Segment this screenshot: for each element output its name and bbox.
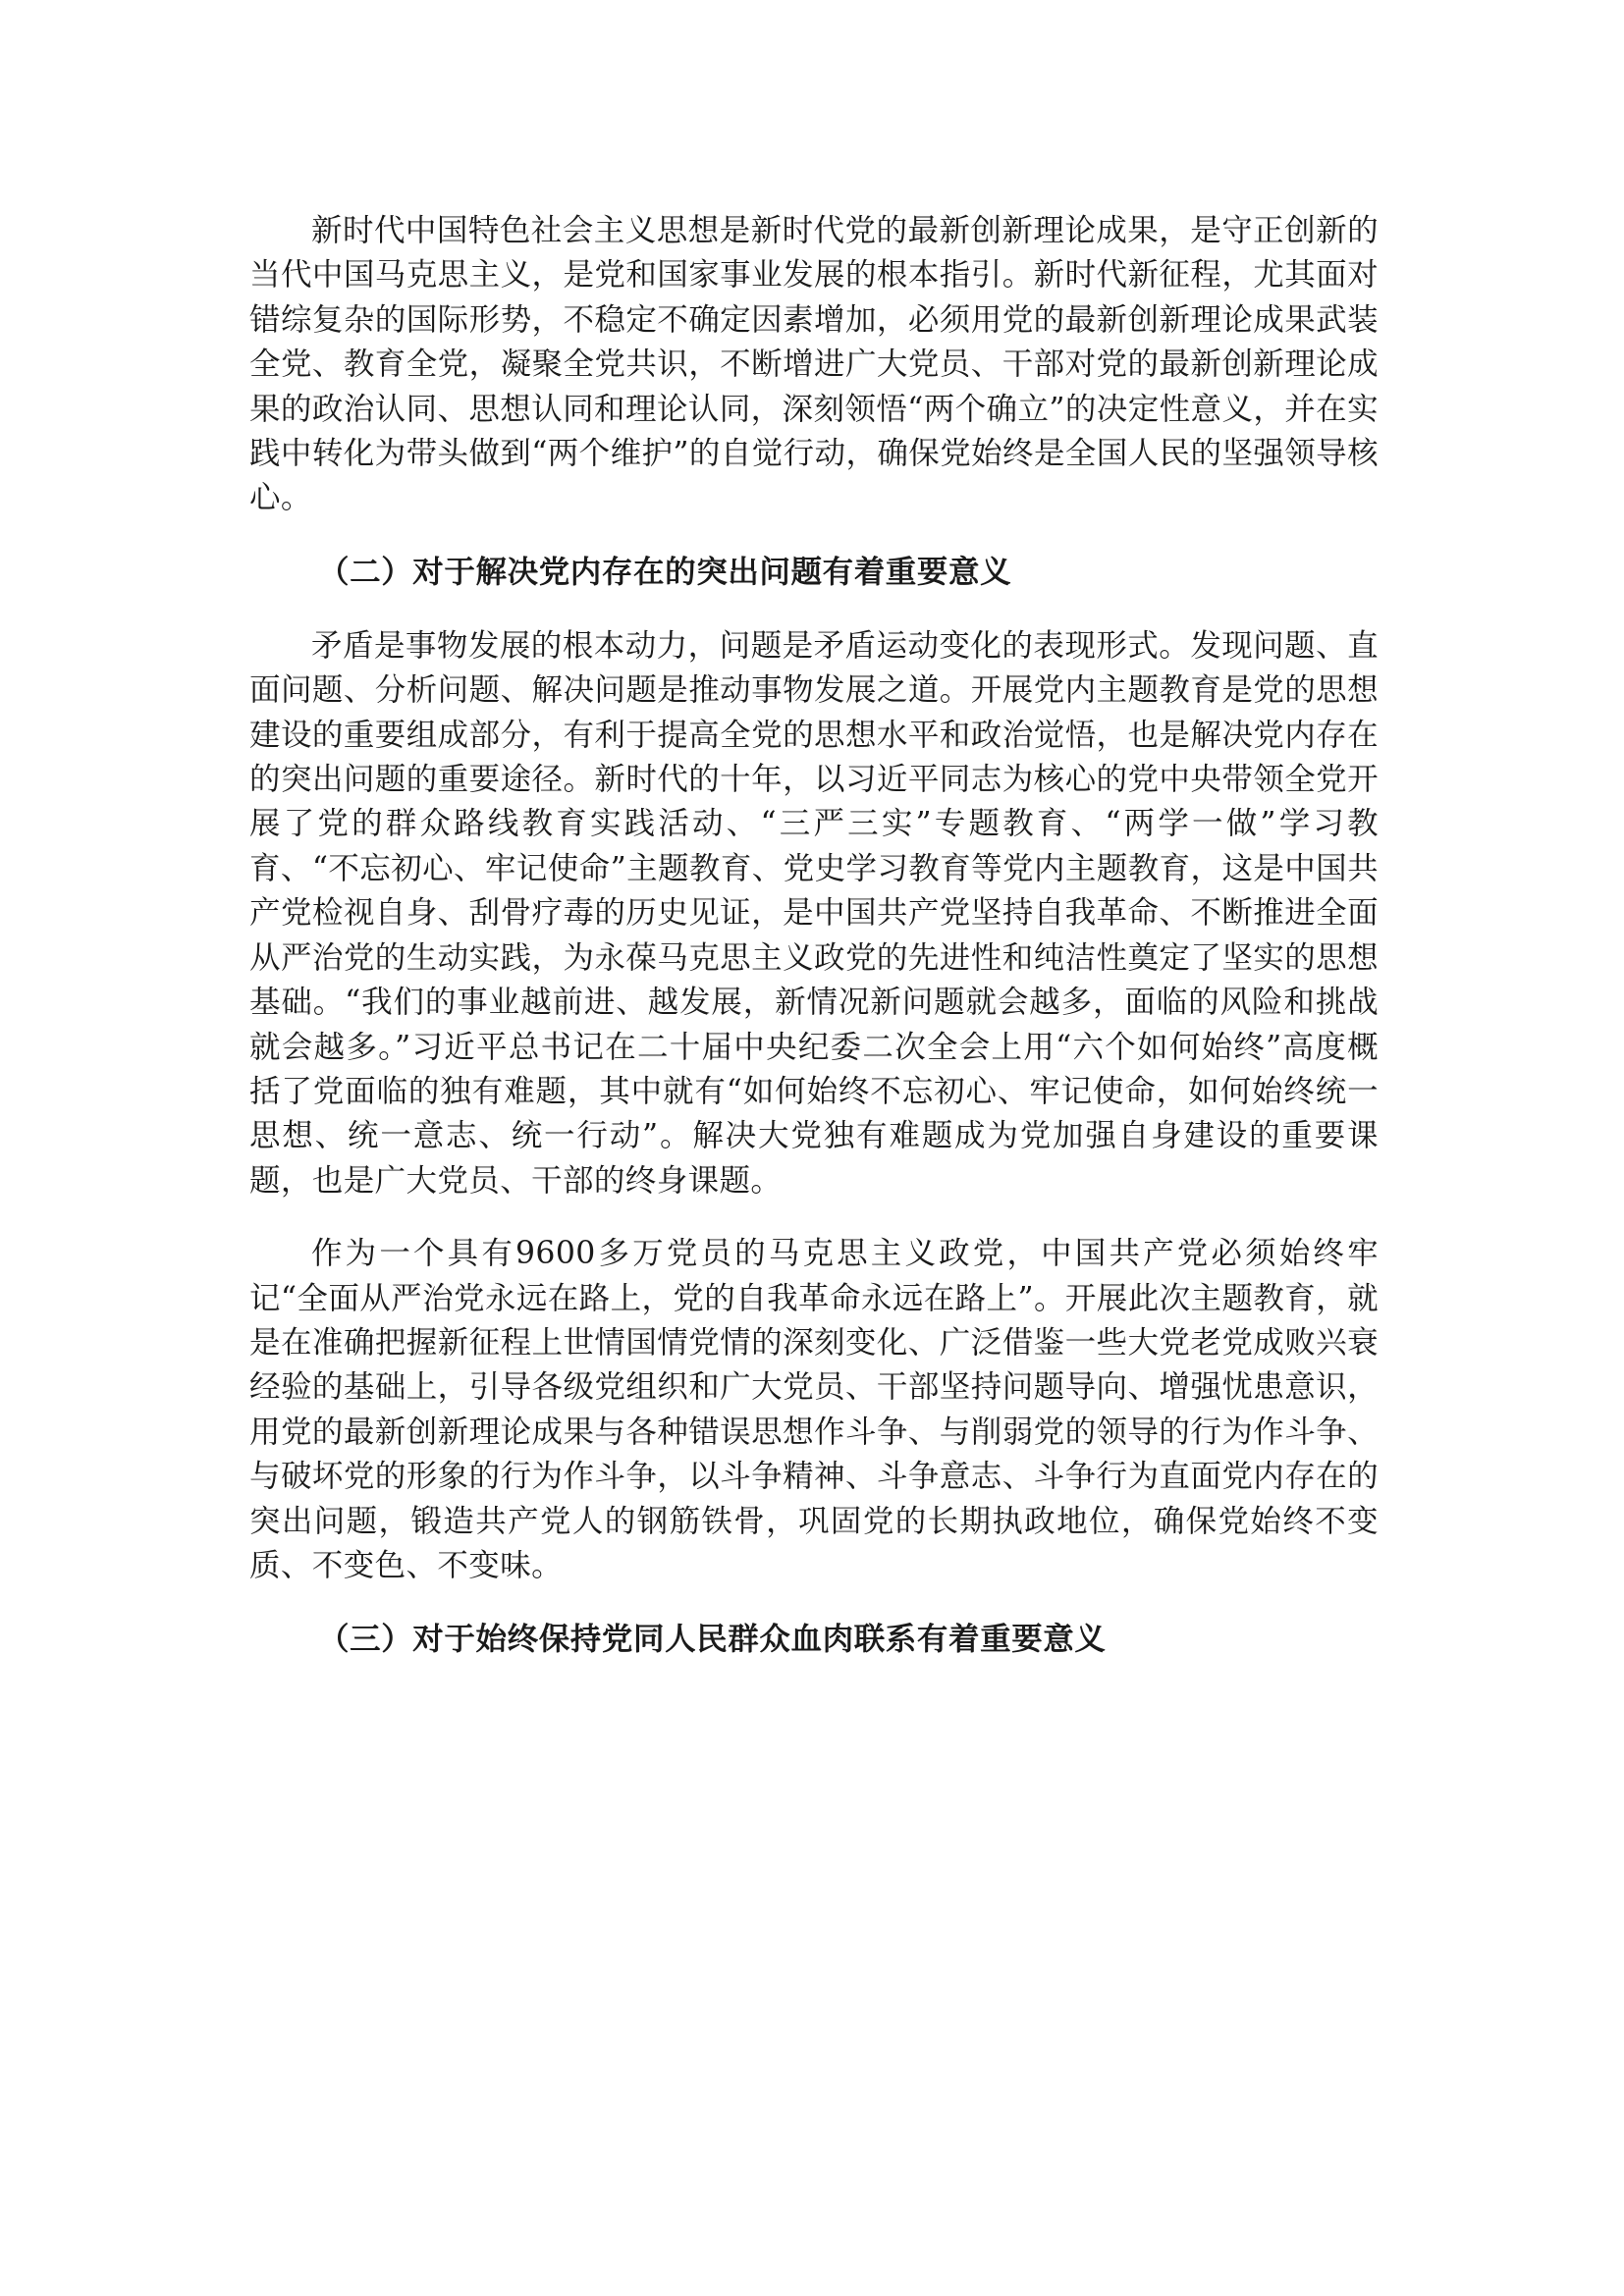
body-paragraph: 作为一个具有9600多万党员的马克思主义政党，中国共产党必须始终牢记“全面从严治党永远在路上，党的自我革命永远在路上”。开展此次主题教育，就是在准确把握新征程上世情国情党情的深刻变化、广泛借鉴一些大党老党成败兴衰经验的基础上，引导各级党组织和广大党员、干部坚持问题导向、增强忧患意识，用党的最新创新理论成果与各种错误思想作斗争、与削弱党的领导的行为作斗争、与破坏党的形象的行为作斗争，以斗争精神、斗争意志、斗争行为直面党内存在的突出问题，锻造共产党人的钢筋铁骨，巩固党的长期执政地位，确保党始终不变质、不变色、不变味。 <box>249 1236 1379 1583</box>
section-heading: （三）对于始终保持党同人民群众血肉联系有着重要意义 <box>318 1622 1107 1658</box>
body-paragraph: 新时代中国特色社会主义思想是新时代党的最新创新理论成果，是守正创新的当代中国马克思主义，是党和国家事业发展的根本指引。新时代新征程，尤其面对错综复杂的国际形势，不稳定不确定因素增加，必须用党的最新创新理论成果武装全党、教育全党，凝聚全党共识，不断增进广大党员、干部对党的最新创新理论成果的政治认同、思想认同和理论认同，深刻领悟“两个确立”的决定性意义，并在实践中转化为带头做到“两个维护”的自觉行动，确保党始终是全国人民的坚强领导核心。 <box>249 213 1379 516</box>
section-heading: （二）对于解决党内存在的突出问题有着重要意义 <box>318 554 1012 590</box>
document-body <box>249 209 1379 1691</box>
body-paragraph: 矛盾是事物发展的根本动力，问题是矛盾运动变化的表现形式。发现问题、直面问题、分析问题、解决问题是推动事物发展之道。开展党内主题教育是党的思想建设的重要组成部分，有利于提高全党的思想水平和政治觉悟，也是解决党内存在的突出问题的重要途径。新时代的十年，以习近平同志为核心的党中央带领全党开展了党的群众路线教育实践活动、“三严三实”专题教育、“两学一做”学习教育、“不忘初心、牢记使命”主题教育、党史学习教育等党内主题教育，这是中国共产党检视自身、刮骨疗毒的历史见证，是中国共产党坚持自我革命、不断推进全面从严治党的生动实践，为永葆马克思主义政党的先进性和纯洁性奠定了坚实的思想基础。“我们的事业越前进、越发展，新情况新问题就会越多，面临的风险和挑战就会越多。”习近平总书记在二十届中央纪委二次全会上用“六个如何始终”高度概括了党面临的独有难题，其中就有“如何始终不忘初心、牢记使命，如何始终统一思想、统一意志、统一行动”。解决大党独有难题成为党加强自身建设的重要课题，也是广大党员、干部的终身课题。 <box>249 627 1379 1199</box>
